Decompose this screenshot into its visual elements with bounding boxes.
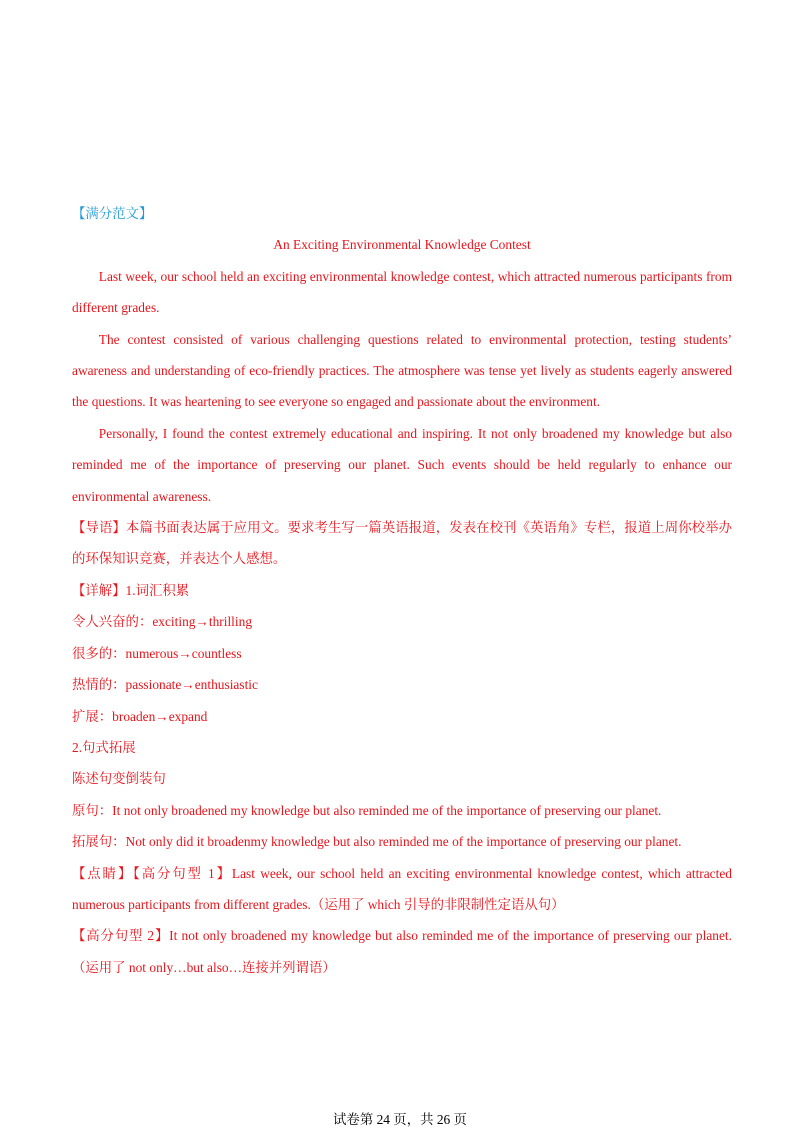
detail-heading: 【详解】1.词汇积累	[72, 582, 190, 598]
expanded-sentence: 拓展句：Not only did it broadenmy knowledge but also reminded me of the importance of preserving our planet.	[72, 834, 682, 850]
highlight-paragraph-1: 【点睛】【高分句型 1】Last week, our school held an exciting environmental knowledge contest, which attracted numerous participants from different grades.（运用了 which 引导的非限制性定语从句）	[72, 865, 732, 912]
guide-paragraph: 【导语】本篇书面表达属于应用文。要求考生写一篇英语报道，发表在校刊《英语角》专栏，报道上周你校举办的环保知识竞赛，并表达个人感想。	[72, 520, 732, 567]
highlight-paragraph-2: 【高分句型 2】It not only broadened my knowledge but also reminded me of the importance of preserving our planet.（运用了 not only…but also…连接并列谓语）	[72, 928, 732, 975]
vocab-item: 热情的：passionate→enthusiastic	[72, 677, 258, 693]
sentence-heading: 2.句式拓展	[72, 739, 136, 755]
page-footer: 试卷第 24 页，共 26 页	[333, 1112, 467, 1127]
sentence-subheading: 陈述句变倒装句	[72, 771, 166, 787]
document-body	[72, 198, 732, 983]
original-sentence: 原句：It not only broadened my knowledge but also reminded me of the importance of preserving our planet.	[72, 802, 662, 818]
vocab-item: 令人兴奋的：exciting→thrilling	[72, 614, 253, 630]
essay-paragraph-1: Last week, our school held an exciting environmental knowledge contest, which attracted numerous participants from different grades.	[72, 268, 732, 316]
section-label: 【满分范文】	[72, 206, 153, 221]
vocab-item: 扩展：broaden→expand	[72, 708, 208, 724]
essay-title: An Exciting Environmental Knowledge Contest	[273, 237, 531, 253]
vocab-item: 很多的：numerous→countless	[72, 645, 242, 661]
essay-paragraph-2: The contest consisted of various challenging questions related to environmental protection, testing students’ awareness and understanding of eco-friendly practices. The atmosphere was tense yet lively as students eagerly answered the questions. It was heartening to see everyone so engaged and passionate about the environment.	[72, 331, 732, 410]
essay-paragraph-3: Personally, I found the contest extremely educational and inspiring. It not only broadened my knowledge but also reminded me of the importance of preserving our planet. Such events should be held regularly to enhance our environmental awareness.	[72, 425, 732, 504]
